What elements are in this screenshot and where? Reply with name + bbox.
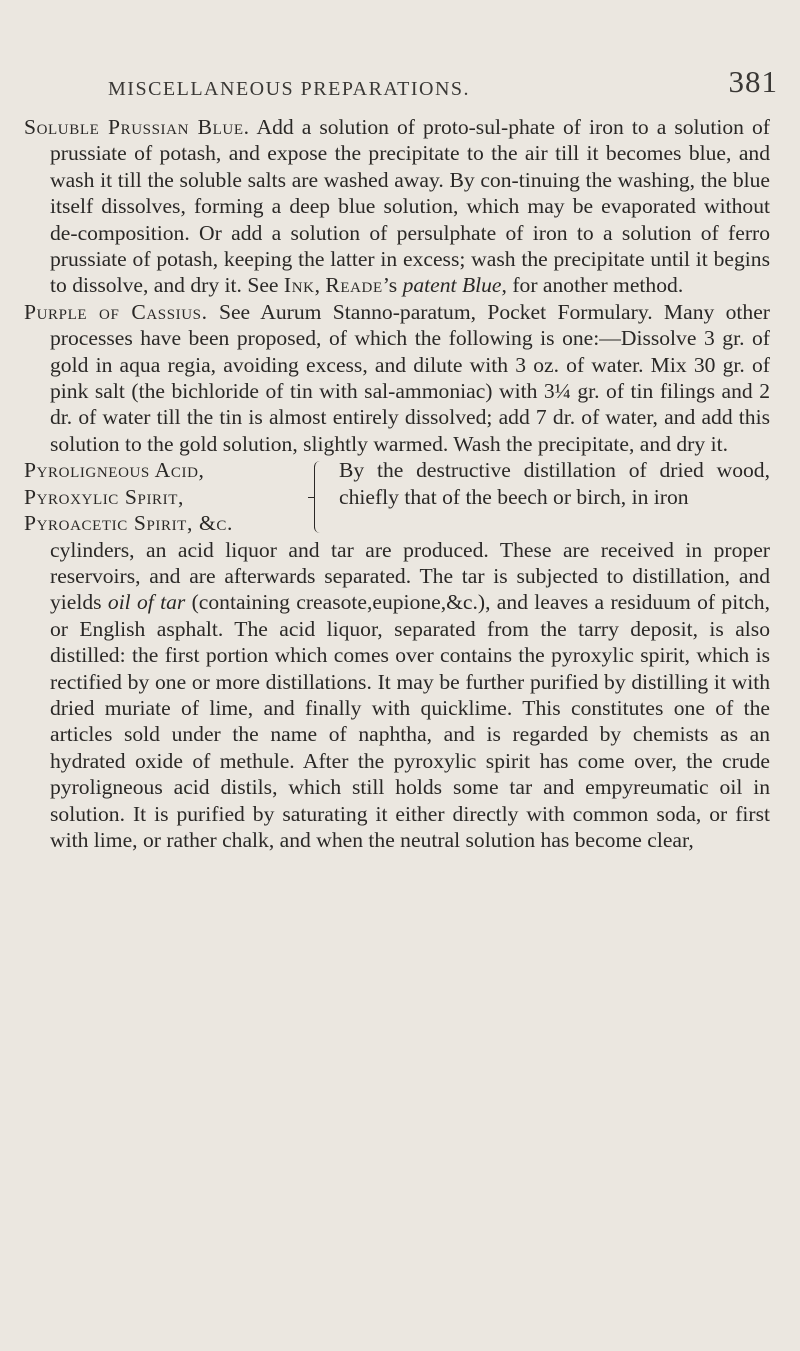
italic-term: oil of tar <box>107 590 186 615</box>
entry-soluble-prussian-blue <box>24 114 770 299</box>
entry-continuation <box>24 537 770 854</box>
entry-text: , <box>314 273 326 298</box>
entry-term: Soluble Prussian Blue. <box>24 115 250 139</box>
running-title: MISCELLANEOUS PREPARATIONS. <box>108 78 471 100</box>
entry-text: (containing creasote,eupione,&c.), and leaves a residuum of pitch, or English asphalt. The acid liquor, separated from the tarry deposit, is also distilled: the first portion which comes over contains the pyroxylic spirit, which is rectified by one or more distillations. It may be further purified by distilling it with dried muriate of lime, and finally with quicklime. This constitutes one of the articles sold under the name of naphtha, and is regarded by chemists as an hydrated oxide of methule. After the pyroxylic spirit has come over, the crude pyroligneous acid distils, which still holds some tar and empyreumatic oil in solution. It is purified by saturating it either directly with common soda, or first with lime, or rather chalk, and when the neutral solution has become clear, <box>50 590 770 852</box>
entry-text: Add a solution of proto-sul-phate of iron to a solution of prussiate of potash, and expose the precipitate to the air till it becomes blue, and wash it till the soluble salts are washed away. By con-tinuing the washing, the blue itself dissolves, forming a deep blue solution, which may be evaporated without de-composition. Or add a solution of persulphate of iron to a solution of ferro prussiate of potash, keeping the latter in excess; wash the precipitate until it begins to dissolve, and dry it. See <box>50 115 770 298</box>
entry-text: ’s <box>382 273 403 298</box>
entry-term: Purple of Cassius. <box>24 299 208 324</box>
italic-reference: patent Blue <box>402 273 502 298</box>
entry-term: Pyroligneous Acid, <box>24 458 205 483</box>
entry-term: Pyroxylic Spirit, <box>24 484 185 509</box>
cross-reference-ink: Ink <box>283 273 315 298</box>
bracketed-terms <box>24 457 310 536</box>
entry-purple-of-cassius <box>24 299 770 457</box>
entry-text: See Aurum Stanno-paratum, Pocket Formulary. Many other processes have been proposed, of which the following is one:—Dissolve 3 gr. of gold in aqua regia, avoiding excess, and dilute with 3 oz. of water. Mix 30 gr. of pink salt (the bichloride of tin with sal-ammoniac) with 3¼ gr. of tin filings and 2 dr. of water till the tin is almost entirely dissolved; add 7 dr. of water, and add this solution to the gold solution, slightly warmed. Wash the precipitate, and dry it. <box>50 299 770 456</box>
curly-brace <box>314 461 333 532</box>
entry-pyroligneous-acid <box>24 457 770 536</box>
page-number: 381 <box>728 64 778 99</box>
cross-reference-reade: Reade <box>325 273 383 298</box>
bracketed-description: By the destructive distillation of dried wood, chiefly that of the beech or birch, in iron <box>339 458 770 509</box>
running-head <box>108 58 778 98</box>
page-body <box>24 114 770 853</box>
entry-text: , for another method. <box>501 273 684 298</box>
entry-text: cylinders, an acid liquor and tar are produced. These are received in proper reservoirs, and are afterwards separated. The tar is subjected to distillation, and yields <box>50 537 770 615</box>
entry-term: Pyroacetic Spirit, &c. <box>24 511 233 536</box>
